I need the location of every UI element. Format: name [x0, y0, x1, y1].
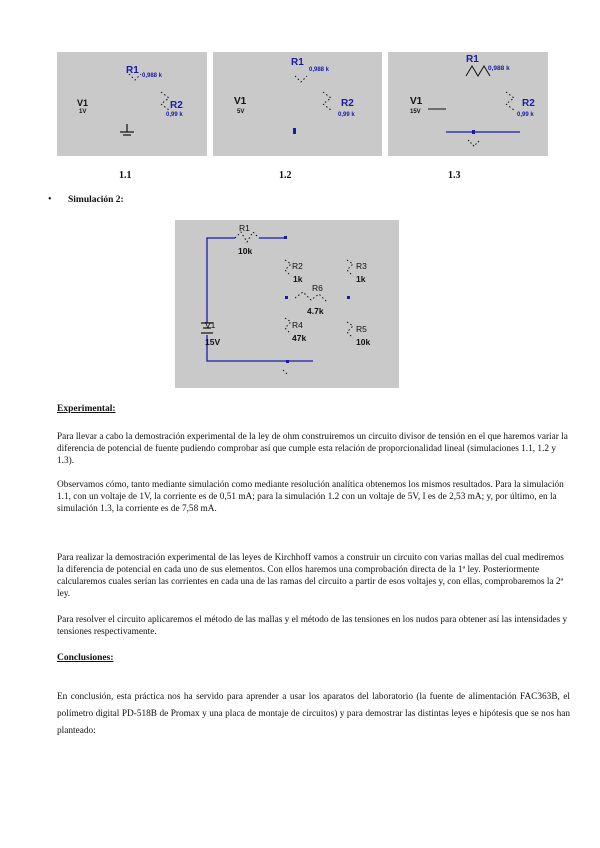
- v1-label: V1: [410, 96, 423, 107]
- r2-value: 0,99 k: [338, 112, 355, 118]
- figure-1-2-caption: 1.2: [279, 170, 292, 181]
- r1-value: 0,988 k: [309, 67, 330, 73]
- r4-value: 47k: [292, 333, 307, 343]
- r1-label: R1: [466, 54, 479, 65]
- r6-label: R6: [312, 283, 323, 293]
- experimental-paragraph-1: Para llevar a cabo la demostración experimental de la ley de ohm construiremos un circuito divisor de tensión en el que haremos variar la diferencia de potencial de fuente pudiendo comprobar así que cumple esta relación de proporcionalidad lineal (simulaciones 1.1, 1.2 y 1.3).: [57, 432, 568, 466]
- r3-label: R3: [356, 261, 367, 271]
- figure-1-1-panel: [57, 52, 207, 156]
- simulation-2-panel: [175, 220, 399, 388]
- simulation-2-schematic: [175, 220, 399, 388]
- node-marker: [472, 130, 475, 134]
- v1-value: 5V: [237, 109, 245, 115]
- r1-resistor-symbol: [466, 66, 490, 76]
- experimental-paragraph-4: Para resolver el circuito aplicaremos el método de las mallas y el método de las tensiones en los nudos para obtener así las intensidades y tensiones respectivamente.: [57, 615, 568, 637]
- r5-label: R5: [356, 324, 367, 334]
- figure-1-2-panel: [213, 52, 382, 156]
- r2-value: 0,99 k: [517, 112, 534, 118]
- circuit-nodes: [284, 236, 350, 363]
- r1-label: R1: [126, 65, 139, 76]
- v1-label: V1: [77, 98, 89, 108]
- r2-label: R2: [292, 261, 303, 271]
- r5-value: 10k: [356, 337, 371, 347]
- r2-label: R2: [522, 98, 535, 109]
- resistor-symbols: [235, 232, 353, 375]
- node-marker: [293, 128, 296, 134]
- figure-1-1-caption: 1.1: [119, 170, 132, 181]
- r6-resistor-symbol: [295, 292, 327, 302]
- r2-value: 1k: [293, 274, 303, 284]
- r1-value: 0,988 k: [488, 65, 510, 72]
- r2-resistor-symbol: [506, 92, 514, 110]
- r4-label: R4: [292, 320, 303, 330]
- v1-value: 1V: [79, 109, 87, 115]
- r2-value: 0,99 k: [166, 112, 183, 118]
- r1-label: R1: [291, 57, 304, 68]
- experimental-paragraph-2: Observamos cómo, tanto mediante simulación como mediante resolución analítica obtenemos los mismos resultados. Para la simulación 1.1, con un voltaje de 1V, la corriente es de 0,51 mA; para la simulación 1.2 con un voltaje de 5V, I es de 2,53 mA; y, por último, en la simulación 1.3, la corriente es de 7,58 mA.: [57, 480, 564, 514]
- r3-value: 1k: [356, 274, 366, 284]
- ground-symbol: [283, 370, 288, 375]
- v1-label: V1: [205, 320, 216, 330]
- experimental-heading: Experimental:: [57, 404, 116, 414]
- r2-label: R2: [341, 98, 354, 109]
- v1-label: V1: [234, 96, 247, 107]
- r2-label: R2: [170, 100, 183, 111]
- v1-value: 15V: [410, 109, 421, 115]
- r6-value: 4.7k: [307, 306, 324, 316]
- conclusiones-paragraph: En conclusión, esta práctica nos ha servido para aprender a usar los aparatos del laboratorio (la fuente de alimentación FAC363B, el polímetro digital PD-518B de Promax y una placa de montaje de circuitos) y para demostrar las distintas leyes e hipótesis que se nos han planteado:: [57, 692, 570, 736]
- ground-symbol: [120, 124, 134, 135]
- v1-value: 15V: [205, 337, 221, 347]
- simulation-2-title: Simulación 2:: [68, 195, 124, 205]
- ground-symbol: [468, 140, 480, 146]
- r1-label: R1: [239, 223, 250, 233]
- r2-resistor-symbol: [161, 92, 169, 110]
- r1-value: 0,988 k: [142, 73, 163, 79]
- figure-1-3-panel: [388, 52, 548, 156]
- r4-resistor-symbol: [285, 318, 291, 334]
- r1-resistor-symbol: [295, 76, 307, 82]
- experimental-paragraph-3: Para realizar la demostración experimental de las leyes de Kirchhoff vamos a construir un circuito con varias mallas del cual mediremos la diferencia de potencial en cada uno de sus elementos. Con ellos haremos una comprobación directa de la 1ª ley. Posteriormente calcularemos cuales serían las corrientes en cada una de las ramas del circuito a partir de esos voltajes y, con ellas, comprobaremos la 2ª ley.: [57, 553, 564, 599]
- r1-value: 10k: [238, 246, 253, 256]
- r5-resistor-symbol: [347, 322, 353, 338]
- r2-resistor-symbol: [323, 92, 331, 110]
- bullet-marker: •: [48, 194, 52, 205]
- figure-1-3-caption: 1.3: [448, 170, 461, 181]
- r3-resistor-symbol: [347, 260, 353, 276]
- conclusiones-heading: Conclusiones:: [57, 653, 114, 663]
- r2-resistor-symbol: [285, 260, 291, 276]
- r1-resistor-symbol: [235, 232, 259, 242]
